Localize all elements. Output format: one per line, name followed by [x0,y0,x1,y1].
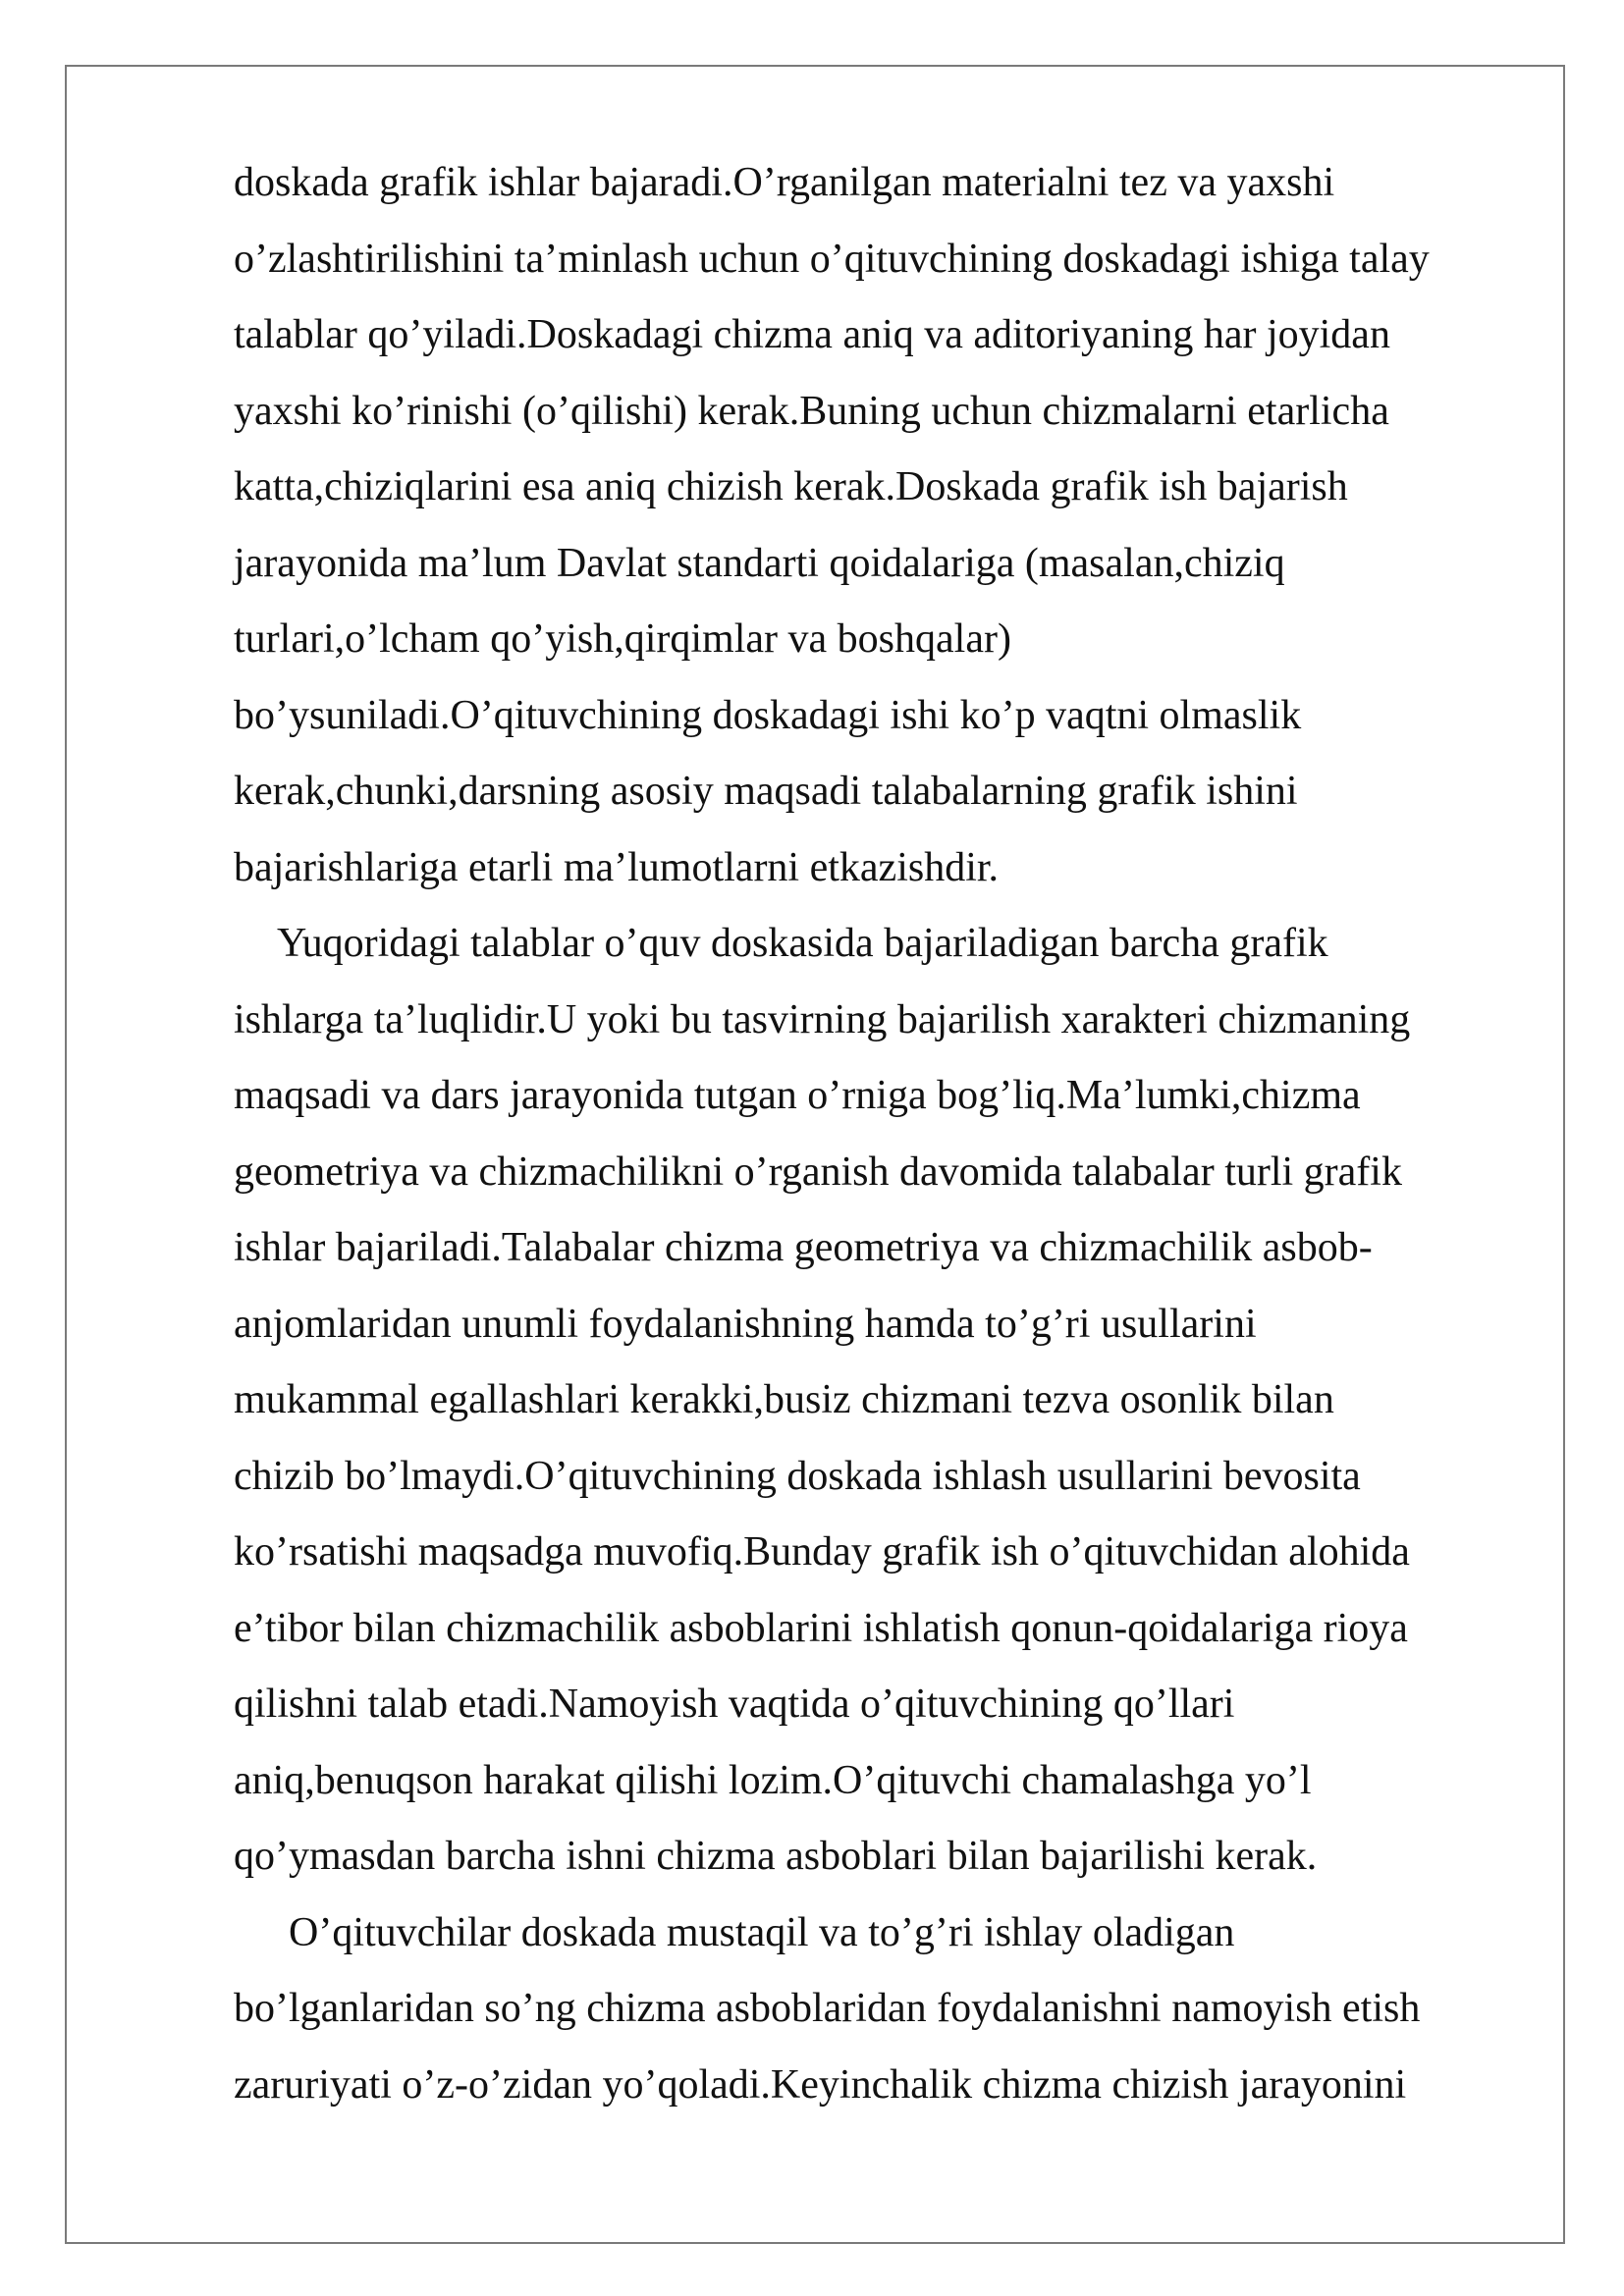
text-line: bajarishlariga etarli ma’lumotlarni etkazishdir. [234,844,1000,890]
text-line: turlari,o’lcham qo’yish,qirqimlar va boshqalar) [234,616,1011,662]
text-line: qilishni talab etadi.Namoyish vaqtida o’qituvchining qo’llari [234,1682,1235,1727]
text-line: ishlar bajariladi.Talabalar chizma geometriya va chizmachilik asbob- [234,1225,1373,1270]
text-line: mukammal egallashlari kerakki,busiz chizmani tezva osonlik bilan [234,1377,1334,1422]
text-line: bo’ysuniladi.O’qituvchining doskadagi ishi ko’p vaqtni olmaslik [234,692,1302,738]
text-line: geometriya va chizmachilikni o’rganish davomida talabalar turli grafik [234,1148,1402,1195]
text-line: qo’ymasdan barcha ishni chizma asboblari bilan bajarilishi kerak. [234,1834,1318,1879]
text-line: zaruriyati o’z-o’zidan yo’qoladi.Keyinchalik chizma chizish jarayonini [234,2061,1407,2108]
text-line: jarayonida ma’lum Davlat standarti qoidalariga (masalan,chiziq [234,540,1285,586]
text-line: e’tibor bilan chizmachilik asboblarini ishlatish qonun-qoidalariga rioya [234,1605,1408,1651]
text-line: maqsadi va dars jarayonida tutgan o’rniga bog’liq.Ma’lumki,chizma [234,1073,1361,1118]
text-line: doskada grafik ishlar bajaradi.O’rganilgan materialni tez va yaxshi [234,160,1335,205]
text-line: talablar qo’yiladi.Doskadagi chizma aniq va aditoriyaning har joyidan [234,312,1390,357]
paragraph-start-line: Yuqoridagi talablar o’quv doskasida bajariladigan barcha grafik [277,921,1328,966]
text-line: kerak,chunki,darsning asosiy maqsadi talabalarning grafik ishini [234,769,1298,814]
text-line: bo’lganlaridan so’ng chizma asboblaridan foydalanishni namoyish etish [234,1986,1421,2031]
text-line: ishlarga ta’luqlidir.U yoki bu tasvirning bajarilish xarakteri chizmaning [234,996,1411,1042]
text-line: katta,chiziqlarini esa aniq chizish kerak.Doskada grafik ish bajarish [234,464,1348,509]
text-line: ko’rsatishi maqsadga muvofiq.Bunday grafik ish o’qituvchidan alohida [234,1529,1410,1575]
text-line: o’zlashtirilishini ta’minlash uchun o’qituvchining doskadagi ishiga talay [234,236,1430,282]
document-body [234,145,1520,2123]
text-line: anjomlaridan unumli foydalanishning hamda to’g’ri usullarini [234,1301,1257,1347]
text-line: chizib bo’lmaydi.O’qituvchining doskada ishlash usullarini bevosita [234,1453,1361,1499]
paragraph-start-line: O’qituvchilar doskada mustaqil va to’g’ri ishlay oladigan [289,1909,1235,1955]
text-line: yaxshi ko’rinishi (o’qilishi) kerak.Buning uchun chizmalarni etarlicha [234,388,1389,434]
text-line: aniq,benuqson harakat qilishi lozim.O’qituvchi chamalashga yo’l [234,1757,1312,1803]
